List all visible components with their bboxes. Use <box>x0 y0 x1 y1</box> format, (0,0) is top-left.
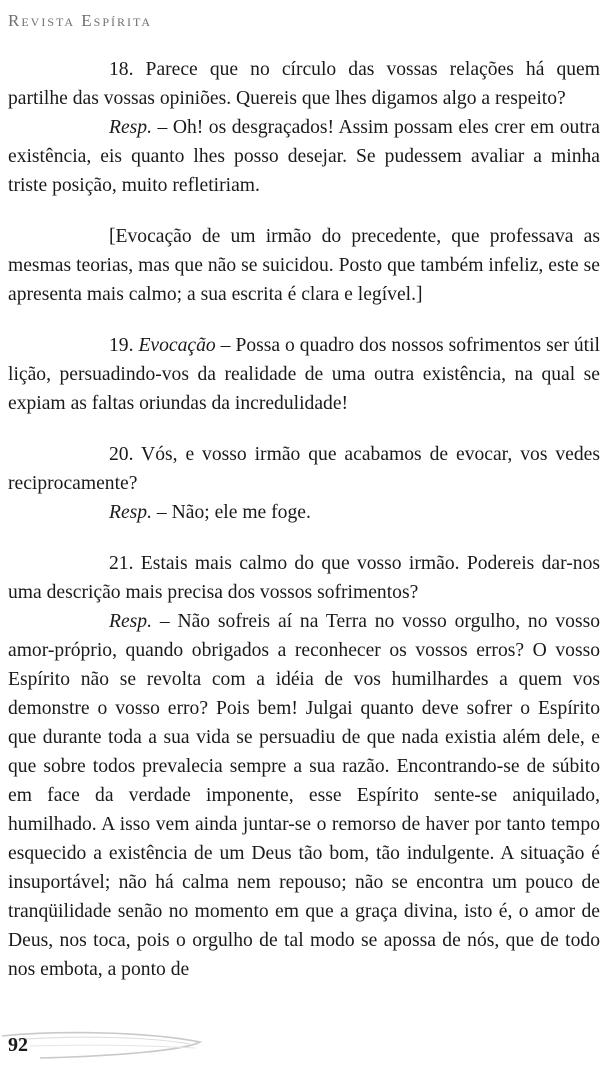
paragraph-text: – Não sofreis aí na Terra no vosso orgulho, no vosso amor-próprio, quando obrigados a reconhecer os vossos erros? O vosso Espírito não se revolta com a idéia de vos humilhardes a quem vos demonstre o vosso erro? Pois bem! Julgai quanto deve sofrer o Espírito que durante toda a sua vida se persuadiu de que nada existia além dele, e que sobre todos prevalecia sempre a sua razão. Encontrando-se de súbito em face da verdade imponente, esse Espírito sente-se aniquilado, humilhado. A isso vem ainda juntar-se o remorso de haver por tanto tempo esquecido a existência de um Deus tão bom, tão indulgente. A situação é insuportável; não há calma nem repouso; não se encontra um pouco de tranqüilidade senão no momento em que a graça divina, isto é, o amor de Deus, nos toca, pois o orgulho de tal modo se apossa de nós, que de todo nos embota, a ponto de <box>8 611 600 980</box>
resp-label: Resp. <box>109 117 152 138</box>
paragraph-text: – Não; ele me foge. <box>152 502 311 523</box>
paragraph-resp20 <box>8 498 600 527</box>
paragraph-q19 <box>8 331 600 418</box>
paragraph-text: – Oh! os desgraçados! Assim possam eles crer em outra existência, eis quanto lhes posso desejar. Se pudessem avaliar a minha triste posição, muito refletiriam. <box>8 117 600 196</box>
paragraph-resp18 <box>8 113 600 200</box>
question-number: 19. <box>109 335 139 356</box>
page-number: 92 <box>8 1034 28 1056</box>
paragraph-q21: 21. Estais mais calmo do que vosso irmão. Podereis dar-nos uma descrição mais precisa dos vossos sofrimentos? <box>8 553 600 603</box>
evocation-label: Evocação <box>138 335 216 356</box>
paragraph-evocation-note: [Evocação de um irmão do precedente, que professava as mesmas teorias, mas que não se suicidou. Posto que também infeliz, este se apresenta mais calmo; a sua escrita é clara e legível.] <box>8 226 600 305</box>
paragraph-q18: 18. Parece que no círculo das vossas relações há quem partilhe das vossas opiniões. Quereis que lhes digamos algo a respeito? <box>8 59 600 109</box>
footer-swoosh-ornament <box>0 1028 607 1064</box>
resp-label: Resp. <box>109 502 152 523</box>
running-header: Revista Espírita <box>8 11 153 30</box>
paragraph-resp21 <box>8 607 600 984</box>
resp-label: Resp. <box>109 611 152 632</box>
paragraph-q20: 20. Vós, e vosso irmão que acabamos de evocar, vos vedes reciprocamente? <box>8 444 600 494</box>
paragraph-text: – Possa o quadro dos nossos sofrimentos ser útil lição, persuadindo-vos da realidade de uma outra existência, na qual se expiam as faltas oriundas da incredulidade! <box>8 335 600 414</box>
page-body <box>8 55 600 984</box>
